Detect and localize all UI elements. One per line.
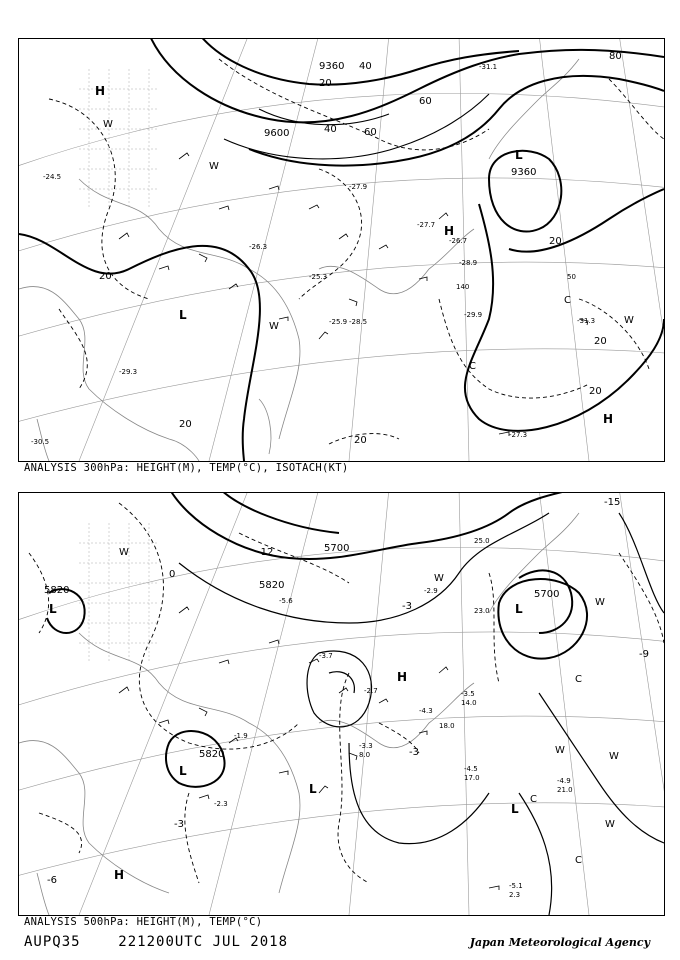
isotach-contours-300 <box>224 94 489 159</box>
dewpoint-value: 17.0 <box>464 774 480 782</box>
warm-center-c: W <box>624 315 634 326</box>
dewpoint-value: 18.0 <box>439 722 455 730</box>
dewpoint-value: 2.3 <box>509 891 521 899</box>
isotherms-500 <box>29 503 664 883</box>
temp-value: -4.5 <box>464 765 478 773</box>
warm-center-b: W <box>595 597 605 608</box>
isotach-label-60-a: 60 <box>364 127 377 138</box>
dewpoint-value: 23.0 <box>474 607 490 615</box>
low-center-s: L <box>309 782 317 796</box>
low-center-sw: L <box>179 764 187 778</box>
warm-center-d: W <box>103 119 113 130</box>
isotach-label-20-se: 20 <box>589 386 602 397</box>
wind-barbs-500 <box>119 607 499 890</box>
temp-value: -31.1 <box>479 63 498 71</box>
height-label-9600: 9600 <box>264 128 290 139</box>
temp-value: -31.3 <box>577 317 596 325</box>
isotherm-label: -9 <box>639 649 649 660</box>
temp-value: -3.3 <box>359 742 373 750</box>
height-label-9360-north: 9360 <box>319 61 345 72</box>
temp-value: -1.9 <box>234 732 248 740</box>
isotherm-label: -3 <box>409 747 419 758</box>
caption-500hpa: ANALYSIS 500hPa: HEIGHT(M), TEMP(°C) <box>24 916 263 928</box>
temp-value: -27.7 <box>417 221 436 229</box>
isotach-label-60-b: 60 <box>419 96 432 107</box>
temp-value: -25.3 <box>309 273 328 281</box>
isotherm-label: -3 <box>402 601 412 612</box>
high-center-mid: H <box>444 224 455 238</box>
temp-value: -27.9 <box>349 183 368 191</box>
dewpoint-value: 25.0 <box>474 537 490 545</box>
isotach-label-20-top: 20 <box>319 78 332 89</box>
temp-value: -3.5 <box>461 690 475 698</box>
isotherms-300 <box>49 59 664 444</box>
height-label-5820-c: 5820 <box>259 580 285 591</box>
height-label-5700-n: 5700 <box>324 543 350 554</box>
isotach-label-40-b: 40 <box>359 61 372 72</box>
temp-value: -24.5 <box>43 173 62 181</box>
cold-center-b: C <box>564 295 571 306</box>
low-center-ne: L <box>515 148 523 162</box>
longitude-tick: 50 <box>567 273 576 281</box>
isotherm-label: -3 <box>174 819 184 830</box>
chart-500hpa <box>18 492 665 916</box>
valid-time: 221200UTC JUL 2018 <box>118 934 289 950</box>
warm-center-c: W <box>555 745 565 756</box>
height-label-5820-sw: 5820 <box>199 749 225 760</box>
cold-center-b: C <box>530 794 537 805</box>
height-label-5820-w: 5820 <box>44 585 70 596</box>
warm-center-a: W <box>119 547 129 558</box>
map-500hpa <box>19 493 664 915</box>
temp-value: -26.3 <box>249 243 268 251</box>
warm-center-d: W <box>605 819 615 830</box>
grid-area-500 <box>79 523 159 663</box>
high-center-nw: H <box>95 84 106 98</box>
cold-center-c: C <box>575 855 582 866</box>
temp-value: -4.3 <box>419 707 433 715</box>
temp-value: -25.9 <box>329 318 348 326</box>
temp-value: -28.5 <box>349 318 368 326</box>
temp-value: -4.9 <box>557 777 571 785</box>
height-label-9360-east: 9360 <box>511 167 537 178</box>
temp-value: -30.5 <box>31 438 50 446</box>
temp-value: -5.1 <box>509 882 523 890</box>
cold-center-a: C <box>575 674 582 685</box>
warm-center-b: W <box>269 321 279 332</box>
cold-center-a: C <box>469 361 476 372</box>
height-contours-500 <box>47 493 587 787</box>
low-center-w: L <box>49 602 57 616</box>
isotherm-label: -12 <box>257 547 274 558</box>
temp-value: -3.7 <box>319 652 333 660</box>
temp-value: -29.3 <box>119 368 138 376</box>
dewpoint-value: 14.0 <box>461 699 477 707</box>
temp-value: -27.3 <box>509 431 528 439</box>
temp-value: -2.9 <box>424 587 438 595</box>
dewpoint-value: 8.0 <box>359 751 371 759</box>
high-center-se: H <box>603 412 614 426</box>
longitude-tick: 140 <box>456 283 470 291</box>
agency-name: Japan Meteorological Agency <box>469 936 650 949</box>
isotach-label-20-right: 20 <box>594 336 607 347</box>
chart-300hpa <box>18 38 665 462</box>
isotherm-label: 0 <box>169 569 176 580</box>
isotach-label-20-south: 20 <box>179 419 192 430</box>
low-center-se: L <box>511 802 519 816</box>
high-center-sw: H <box>114 868 125 882</box>
warm-center-f: W <box>609 751 619 762</box>
isotherm-label: -6 <box>47 875 57 886</box>
isotach-label-20-bottom: 20 <box>354 435 367 446</box>
temp-value: -2.3 <box>214 800 228 808</box>
graticule-300 <box>19 39 664 461</box>
product-id-line <box>24 934 288 950</box>
warm-center-a: W <box>209 161 219 172</box>
low-center-w: L <box>179 308 187 322</box>
height-label-5700-ne: 5700 <box>534 589 560 600</box>
product-id: AUPQ35 <box>24 934 81 950</box>
grid-area-300 <box>79 69 159 209</box>
isotach-label-20-east: 20 <box>549 236 562 247</box>
temp-value: -29.9 <box>464 311 483 319</box>
low-center-ne: L <box>515 602 523 616</box>
dewpoint-value: 21.0 <box>557 786 573 794</box>
temp-value: -26.7 <box>449 237 468 245</box>
temp-value: -2.7 <box>364 687 378 695</box>
isotach-label-80: 80 <box>609 51 622 62</box>
isotherm-label: -15 <box>604 497 621 508</box>
isotach-label-40-a: 40 <box>324 124 337 135</box>
warm-center-e: W <box>434 573 444 584</box>
high-center-mid: H <box>397 670 408 684</box>
caption-300hpa: ANALYSIS 300hPa: HEIGHT(M), TEMP(°C), ISOTACH(KT) <box>24 462 349 474</box>
isotach-label-20-west: 20 <box>99 271 112 282</box>
temp-value: -5.6 <box>279 597 293 605</box>
map-300hpa <box>19 39 664 461</box>
temp-value: -28.9 <box>459 259 478 267</box>
